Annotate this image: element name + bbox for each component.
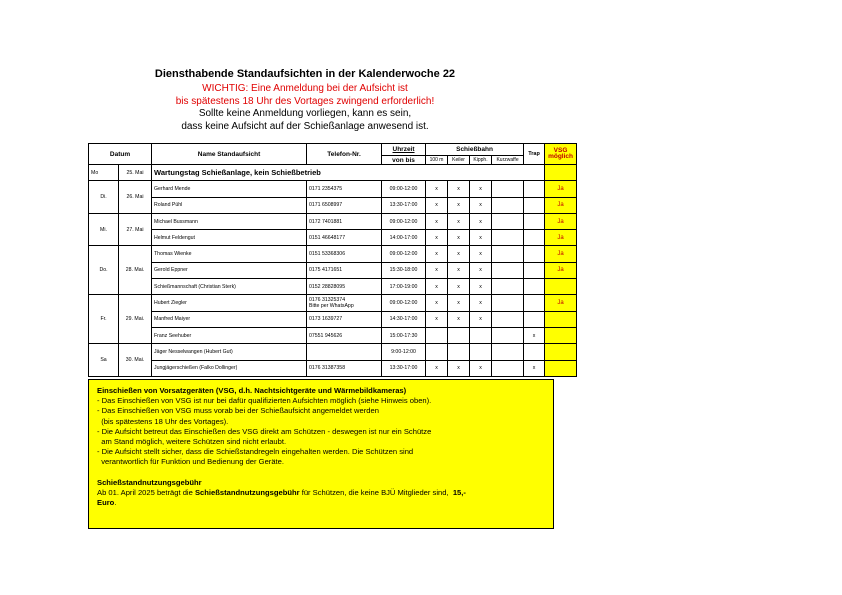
lane-100m-cell: x (426, 197, 448, 213)
vsg-line-4: - Die Aufsicht betreut das Einschießen des VSG direkt am Schützen - deswegen ist nur ein Schütze (97, 426, 432, 436)
name-cell: Thomas Wienke (152, 246, 307, 262)
col-header-name: Name Standaufsicht (152, 144, 307, 165)
lane-kipph-cell: x (470, 197, 492, 213)
lane-keiler-cell: x (448, 197, 470, 213)
day-cell: Mi. (89, 213, 119, 246)
lane-kurzwaffe-cell (492, 360, 524, 376)
day-cell: Di. (89, 181, 119, 214)
name-cell: Franz Seehuber (152, 327, 307, 343)
table-row (89, 344, 577, 360)
vsg-cell (545, 279, 577, 295)
trap-cell: x (524, 360, 545, 376)
lane-kipph-cell: x (470, 262, 492, 278)
table-row (89, 165, 577, 181)
time-cell: 13:30-17:00 (382, 360, 426, 376)
table-row (89, 181, 577, 197)
col-header-kurzwaffe: Kurzwaffe (492, 156, 524, 165)
fee-bold: Schießstandnutzungsgebühr (194, 487, 300, 497)
vsg-line-2: - Das Einschießen von VSG muss vorab bei der Schießaufsicht angemeldet werden (97, 406, 379, 416)
date-cell: 30. Mai. (119, 344, 152, 377)
lane-kipph-cell: x (470, 311, 492, 327)
vsg-cell (545, 360, 577, 376)
time-cell: 15:30-18:00 (382, 262, 426, 278)
trap-cell (524, 262, 545, 278)
name-cell: Jäger Nesselwangen (Hubert Gut) (152, 344, 307, 360)
lane-keiler-cell: x (448, 181, 470, 197)
vsg-cell: Ja (545, 197, 577, 213)
date-cell: 27. Mai (119, 213, 152, 246)
lane-kurzwaffe-cell (492, 213, 524, 229)
lane-100m-cell: x (426, 213, 448, 229)
vsg-cell: Ja (545, 213, 577, 229)
trap-cell (524, 295, 545, 311)
table-row (89, 213, 577, 229)
lane-kipph-cell: x (470, 295, 492, 311)
time-cell: 14:00-17:00 (382, 230, 426, 246)
name-cell: Schießmannschaft (Christian Sterk) (152, 279, 307, 295)
phone-note: Bitte per WhatsApp (309, 303, 354, 310)
vsg-line-7: verantwortlich für Funktion und Bedienung der Geräte. (97, 457, 284, 467)
fee-period: . (114, 498, 117, 508)
vsg-cell: Ja (545, 181, 577, 197)
page-title: Diensthabende Standaufsichten in der Kalenderwoche 22 (154, 68, 456, 80)
vsg-line-5: am Stand möglich, weitere Schützen sind nicht erlaubt. (97, 437, 287, 447)
vsg-line-3: (bis spätestens 18 Uhr des Vortages). (97, 416, 229, 426)
fee-text (97, 488, 553, 498)
time-cell: 09:00-12:00 (382, 213, 426, 229)
date-cell: 26. Mai (119, 181, 152, 214)
lane-100m-cell: x (426, 181, 448, 197)
fee-heading: Schießstandnutzungsgebühr (97, 477, 202, 487)
trap-cell: x (524, 327, 545, 343)
vsg-cell: Ja (545, 246, 577, 262)
fee-amount: 15,- (452, 487, 466, 497)
time-cell: 15:00-17:30 (382, 327, 426, 343)
phone-cell: 0171 6508997 (307, 197, 382, 213)
fee-end: Euro (97, 498, 115, 508)
phone-cell (307, 295, 382, 311)
lane-keiler-cell: x (448, 360, 470, 376)
day-cell: Mo (89, 165, 119, 181)
lane-100m-cell: x (426, 311, 448, 327)
col-header-von-bis: von bis (382, 156, 426, 165)
table-row (89, 246, 577, 262)
vsg-cell (545, 311, 577, 327)
phone-cell: 07551 945626 (307, 327, 382, 343)
lane-keiler-cell: x (448, 279, 470, 295)
name-cell: Jungjägerschießen (Falko Dollinger) (152, 360, 307, 376)
lane-100m-cell: x (426, 360, 448, 376)
lane-100m-cell: x (426, 279, 448, 295)
phone-cell: 0173 1639727 (307, 311, 382, 327)
trap-cell (524, 344, 545, 360)
lane-keiler-cell: x (448, 295, 470, 311)
lane-kurzwaffe-cell (492, 181, 524, 197)
vsg-cell: Ja (545, 262, 577, 278)
lane-100m-cell: x (426, 246, 448, 262)
time-cell: 9:00-12:00 (382, 344, 426, 360)
phone-cell (307, 344, 382, 360)
lane-kurzwaffe-cell (492, 230, 524, 246)
lane-kipph-cell: x (470, 181, 492, 197)
vsg-header-line2: möglich (548, 153, 573, 160)
lane-kurzwaffe-cell (492, 262, 524, 278)
lane-kurzwaffe-cell (492, 246, 524, 262)
col-header-datum: Datum (89, 144, 152, 165)
table-row (89, 311, 577, 327)
table-row (89, 327, 577, 343)
table-row (89, 262, 577, 278)
schedule-table (88, 143, 577, 377)
lane-100m-cell (426, 327, 448, 343)
name-cell: Helmut Feldengut (152, 230, 307, 246)
phone-cell: 0176 31387358 (307, 360, 382, 376)
vsg-heading: Einschießen von Vorsatzgeräten (VSG, d.h. Nachtsichtgeräte und Wärmebildkameras) (97, 386, 407, 395)
lane-100m-cell: x (426, 262, 448, 278)
table-row (89, 230, 577, 246)
header-row-1 (89, 144, 577, 156)
lane-keiler-cell (448, 344, 470, 360)
lane-kipph-cell: x (470, 360, 492, 376)
info-line-2: dass keine Aufsicht auf der Schießanlage anwesend ist. (181, 121, 429, 132)
time-cell: 17:00-19:00 (382, 279, 426, 295)
table-row (89, 197, 577, 213)
notes-box (88, 379, 554, 529)
trap-cell (524, 279, 545, 295)
col-header-keiler: Keiler (448, 156, 470, 165)
col-header-schiessbahn: Schießbahn (426, 144, 524, 156)
name-cell: Manfred Maiyer (152, 311, 307, 327)
time-cell: 09:00-12:00 (382, 295, 426, 311)
lane-100m-cell (426, 344, 448, 360)
vsg-cell (545, 327, 577, 343)
lane-kurzwaffe-cell (492, 279, 524, 295)
lane-kipph-cell: x (470, 246, 492, 262)
lane-kipph-cell: x (470, 279, 492, 295)
info-line-1: Sollte keine Anmeldung vorliegen, kann es sein, (198, 108, 412, 119)
lane-kipph-cell (470, 344, 492, 360)
lane-kurzwaffe-cell (492, 197, 524, 213)
phone-cell: 0151 53368306 (307, 246, 382, 262)
name-cell: Gerold Eppner (152, 262, 307, 278)
table-row (89, 279, 577, 295)
lane-kurzwaffe-cell (492, 295, 524, 311)
phone-cell: 0152 28828095 (307, 279, 382, 295)
col-header-trap: Trap (524, 144, 545, 165)
fee-text-2 (97, 498, 553, 508)
warning-line-2: bis spätestens 18 Uhr des Vortages zwingend erforderlich! (175, 96, 435, 107)
trap-cell (524, 213, 545, 229)
lane-keiler-cell: x (448, 213, 470, 229)
vsg-cell: Ja (545, 295, 577, 311)
warning-line-1: WICHTIG: Eine Anmeldung bei der Aufsicht ist (202, 83, 408, 94)
lane-kurzwaffe-cell (492, 327, 524, 343)
vsg-cell: Ja (545, 230, 577, 246)
col-header-vsg (545, 144, 577, 165)
time-cell: 13:30-17:00 (382, 197, 426, 213)
phone-cell: 0172 7401881 (307, 213, 382, 229)
vsg-line-1: - Das Einschießen von VSG ist nur bei dafür qualifizierten Aufsichten möglich (siehe Hinweis oben). (97, 396, 432, 406)
vsg-header-line1: VSG (553, 147, 568, 154)
vsg-cell (545, 165, 577, 181)
col-header-telefon: Telefon-Nr. (307, 144, 382, 165)
col-header-uhrzeit: Uhrzeit (382, 144, 426, 156)
lane-keiler-cell: x (448, 230, 470, 246)
trap-cell (524, 230, 545, 246)
date-cell: 29. Mai. (119, 295, 152, 344)
phone-cell: 0151 46648177 (307, 230, 382, 246)
col-header-100m: 100 m (426, 156, 448, 165)
vsg-cell (545, 344, 577, 360)
phone-cell: 0175 4171651 (307, 262, 382, 278)
fee-pre: Ab 01. April 2025 beträgt die (97, 487, 195, 497)
table-row (89, 295, 577, 311)
trap-cell (524, 181, 545, 197)
lane-keiler-cell: x (448, 262, 470, 278)
time-cell: 14:30-17:00 (382, 311, 426, 327)
day-cell: Do. (89, 246, 119, 295)
trap-cell (524, 197, 545, 213)
name-cell: Gerhard Mende (152, 181, 307, 197)
trap-cell (524, 311, 545, 327)
lane-kurzwaffe-cell (492, 344, 524, 360)
maintenance-notice: Wartungstag Schießanlage, kein Schießbetrieb (152, 165, 545, 181)
name-cell: Michael Bussmann (152, 213, 307, 229)
lane-100m-cell: x (426, 295, 448, 311)
time-cell: 09:00-12:00 (382, 246, 426, 262)
date-cell: 25. Mai (119, 165, 152, 181)
time-cell: 09:00-12:00 (382, 181, 426, 197)
name-cell: Hubert Ziegler (152, 295, 307, 311)
lane-kipph-cell: x (470, 213, 492, 229)
table-row (89, 360, 577, 376)
lane-keiler-cell: x (448, 311, 470, 327)
trap-cell (524, 246, 545, 262)
phone-cell: 0171 2354375 (307, 181, 382, 197)
lane-keiler-cell (448, 327, 470, 343)
date-cell: 28. Mai. (119, 246, 152, 295)
col-header-kipph: Kipph. (470, 156, 492, 165)
name-cell: Roland Pühl (152, 197, 307, 213)
phone-number: 0176 31325374 (309, 297, 346, 304)
lane-keiler-cell: x (448, 246, 470, 262)
day-cell: Fr. (89, 295, 119, 344)
vsg-line-6: - Die Aufsicht stellt sicher, dass die Schießstandregeln eingehalten werden. Die Schützen sind (97, 447, 414, 457)
lane-kurzwaffe-cell (492, 311, 524, 327)
fee-mid: für Schützen, die keine BJÜ Mitglieder sind, (299, 487, 453, 497)
lane-kipph-cell: x (470, 230, 492, 246)
lane-100m-cell: x (426, 230, 448, 246)
lane-kipph-cell (470, 327, 492, 343)
day-cell: Sa (89, 344, 119, 377)
